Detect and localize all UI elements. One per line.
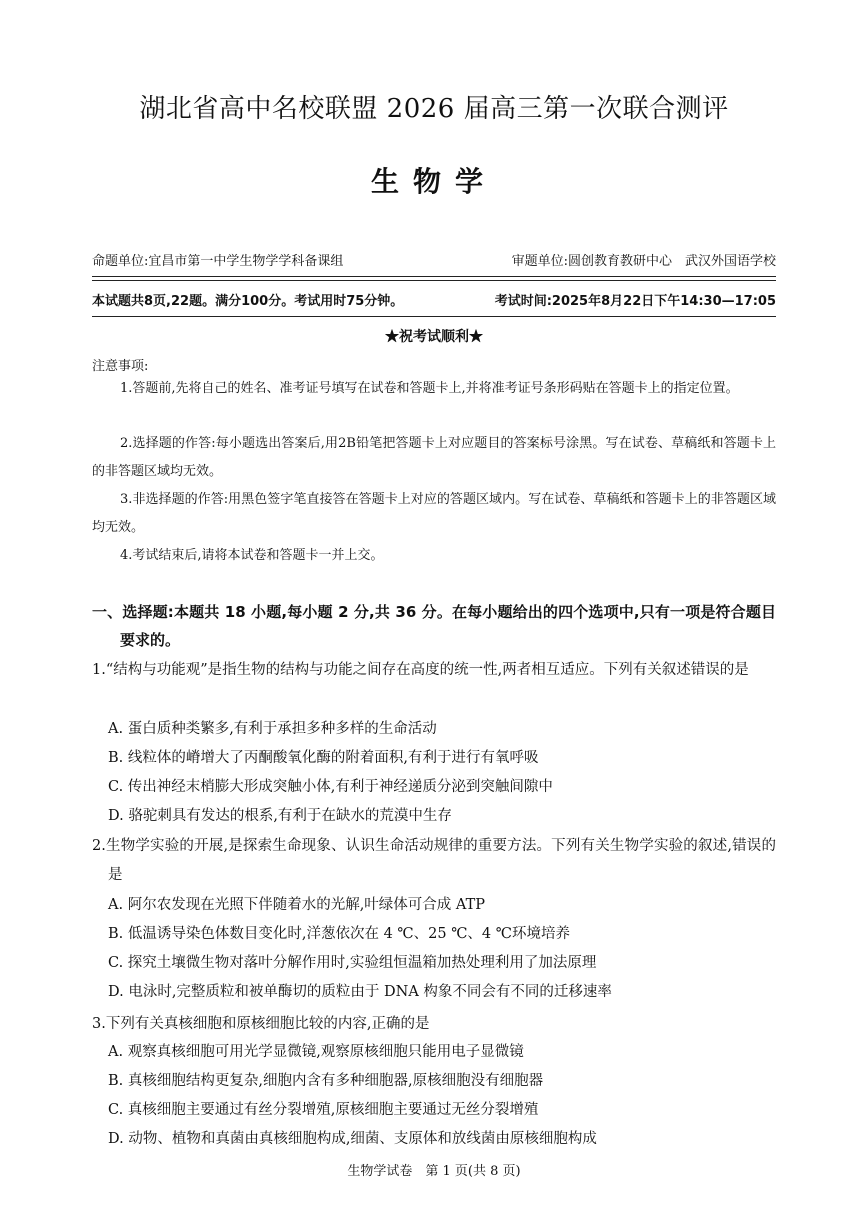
question-option: D. 骆驼刺具有发达的根系,有利于在缺水的荒漠中生存 — [108, 808, 452, 824]
question-option: D. 动物、植物和真菌由真核细胞构成,细菌、支原体和放线菌由原核细胞构成 — [108, 1131, 597, 1147]
notice-item: 2.选择题的作答:每小题选出答案后,用2B铅笔把答题卡上对应题目的答案标号涂黑。写在试卷、草稿纸和答题卡上的非答题区域均无效。 — [92, 436, 776, 479]
page-footer: 生物学试卷 第 1 页(共 8 页) — [347, 1164, 521, 1179]
section-heading: 一、选择题:本题共 18 小题,每小题 2 分,共 36 分。在每小题给出的四个选项中,只有一项是符合题目要求的。 — [92, 603, 776, 649]
notice-item: 4.考试结束后,请将本试卷和答题卡一并上交。 — [120, 548, 384, 563]
exam-scope: 本试题共8页,22题。满分100分。考试用时75分钟。 — [92, 294, 404, 309]
proposer-unit: 命题单位:宜昌市第一中学生物学学科备课组 — [92, 254, 344, 269]
subject-title: 生物学 — [370, 165, 497, 198]
good-luck-banner: ★祝考试顺利★ — [385, 329, 483, 345]
question-stem: 3.下列有关真核细胞和原核细胞比较的内容,正确的是 — [92, 1016, 430, 1032]
question-stem: 2.生物学实验的开展,是探索生命现象、认识生命活动规律的重要方法。下列有关生物学实验的叙述,错误的是 — [92, 838, 776, 883]
question-option: A. 观察真核细胞可用光学显微镜,观察原核细胞只能用电子显微镜 — [108, 1044, 524, 1060]
question-option: B. 低温诱导染色体数目变化时,洋葱依次在 4 ℃、25 ℃、4 ℃环境培养 — [108, 926, 570, 942]
question-option: C. 传出神经末梢膨大形成突触小体,有利于神经递质分泌到突触间隙中 — [108, 779, 553, 795]
question-option: C. 探究土壤微生物对落叶分解作用时,实验组恒温箱加热处理利用了加法原理 — [108, 955, 597, 971]
question-option: C. 真核细胞主要通过有丝分裂增殖,原核细胞主要通过无丝分裂增殖 — [108, 1102, 539, 1118]
single-rule-divider — [92, 316, 776, 317]
exam-time: 考试时间:2025年8月22日下午14:30—17:05 — [494, 294, 776, 309]
authorship-row — [92, 250, 776, 269]
exam-info-row — [92, 290, 776, 309]
question-option: D. 电泳时,完整质粒和被单酶切的质粒由于 DNA 构象不同会有不同的迁移速率 — [108, 984, 612, 1000]
notice-heading: 注意事项: — [92, 359, 149, 374]
notice-item: 1.答题前,先将自己的姓名、准考证号填写在试卷和答题卡上,并将准考证号条形码贴在答题卡上的指定位置。 — [120, 381, 739, 396]
notice-item: 3.非选择题的作答:用黑色签字笔直接答在答题卡上对应的答题区域内。写在试卷、草稿纸和答题卡上的非答题区域均无效。 — [92, 492, 776, 535]
question-option: B. 真核细胞结构更复杂,细胞内含有多种细胞器,原核细胞没有细胞器 — [108, 1073, 544, 1089]
double-rule-divider — [92, 276, 776, 281]
reviewer-unit: 审题单位:圆创教育教研中心 武汉外国语学校 — [511, 254, 776, 269]
question-stem: 1.“结构与功能观”是指生物的结构与功能之间存在高度的统一性,两者相互适应。下列有关叙述错误的是 — [92, 662, 749, 678]
question-option: A. 阿尔农发现在光照下伴随着水的光解,叶绿体可合成 ATP — [108, 897, 486, 913]
question-option: A. 蛋白质种类繁多,有利于承担多种多样的生命活动 — [108, 721, 437, 737]
exam-title: 湖北省高中名校联盟 2026 届高三第一次联合测评 — [139, 94, 729, 124]
question-option: B. 线粒体的嵴增大了丙酮酸氧化酶的附着面积,有利于进行有氧呼吸 — [108, 750, 539, 766]
